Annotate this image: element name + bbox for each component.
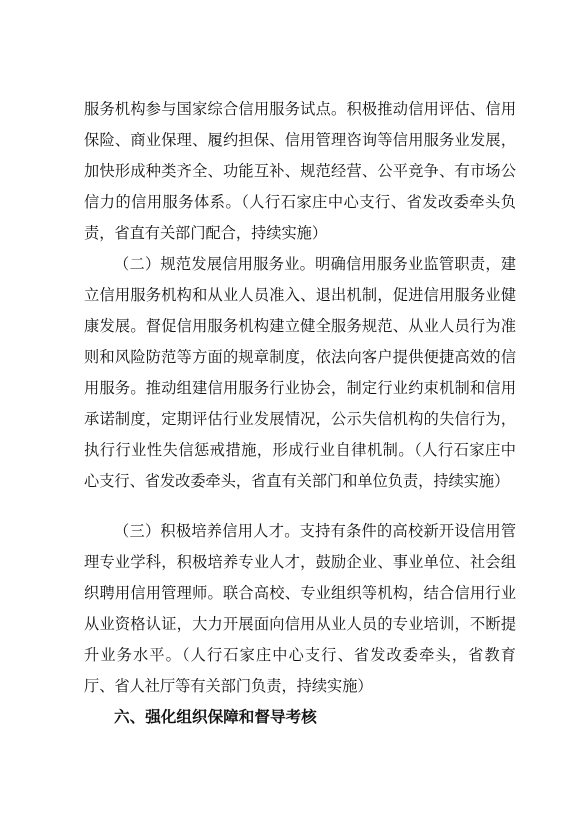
paragraph-cultivate-credit-talent: （三）积极培养信用人才。支持有条件的高校新开设信用管理专业学科，积极培养专业人才，鼓励企业、事业单位、社会组织聘用信用管理师。联合高校、专业组织等机构，结合信用行业从业资格认证，大力开展面向信用从业人员的专业培训，不断提升业务水平。（人行石家庄中心支行、省发改委牵头，省教育厅、省人社厅等有关部门负责，持续实施）: [84, 522, 516, 695]
paragraph-credit-service-system: 服务机构参与国家综合信用服务试点。积极推动信用评估、信用保险、商业保理、履约担保、信用管理咨询等信用服务业发展，加快形成种类齐全、功能互补、规范经营、公平竞争、有市场公信力的信用服务体系。（人行石家庄中心支行、省发改委牵头负责，省直有关部门配合，持续实施）: [84, 100, 516, 242]
section-heading: 六、强化组织保障和督导考核: [114, 708, 317, 726]
paragraph-regulate-credit-service-industry: （二）规范发展信用服务业。明确信用服务业监管职责，建立信用服务机构和从业人员准入、退出机制，促进信用服务业健康发展。督促信用服务机构建立健全服务规范、从业人员行为准则和风险防范等方面的规章制度，依法向客户提供便捷高效的信用服务。推动组建信用服务行业协会，制定行业约束机制和信用承诺制度，定期评估行业发展情况，公示失信机构的失信行为，执行行业性失信惩戒措施，形成行业自律机制。（人行石家庄中心支行、省发改委牵头，省直有关部门和单位负责，持续实施）: [84, 255, 516, 490]
